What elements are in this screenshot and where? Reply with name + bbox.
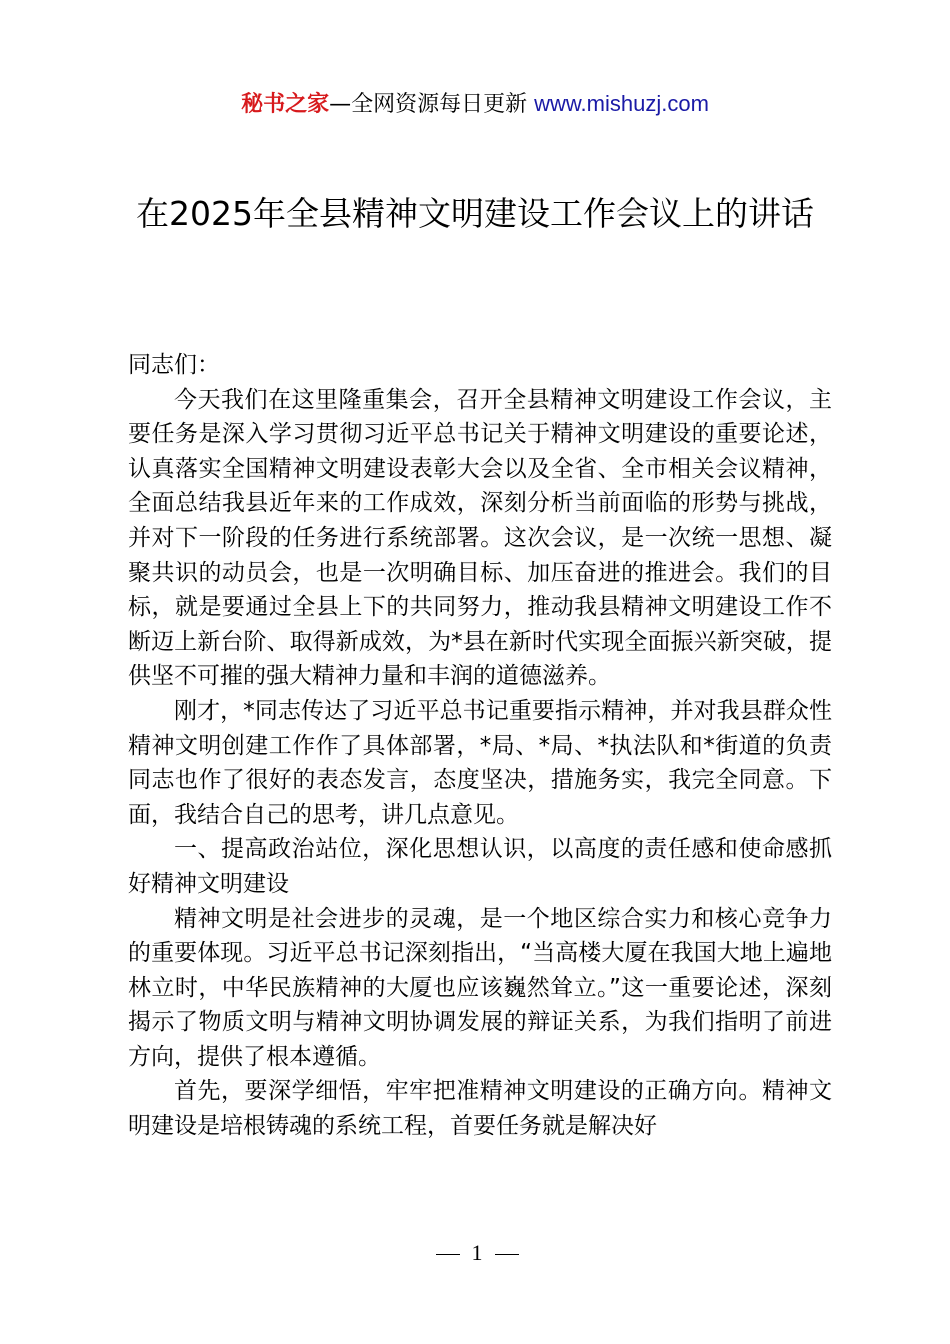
document-body xyxy=(128,348,832,1144)
site-tagline: —全网资源每日更新 xyxy=(329,92,535,117)
dash-right xyxy=(495,1254,519,1255)
paragraph: 今天我们在这里隆重集会，召开全县精神文明建设工作会议，主要任务是深入学习贯彻习近平总书记关于精神文明建设的重要论述，认真落实全国精神文明建设表彰大会以及全省、全市相关会议精神，全面总结我县近年来的工作成效，深刻分析当前面临的形势与挑战，并对下一阶段的任务进行系统部署。这次会议，是一次统一思想、凝聚共识的动员会，也是一次明确目标、加压奋进的推进会。我们的目标，就是要通过全县上下的共同努力，推动我县精神文明建设工作不断迈上新台阶、取得新成效，为*县在新时代实现全面振兴新突破，提供坚不可摧的强大精神力量和丰润的道德滋养。 xyxy=(128,386,832,690)
paragraph: 精神文明是社会进步的灵魂，是一个地区综合实力和核心竞争力的重要体现。习近平总书记深刻指出，“当高楼大厦在我国大地上遍地林立时，中华民族精神的大厦也应该巍然耸立。”这一重要论述，深刻揭示了物质文明与精神文明协调发展的辩证关系，为我们指明了前进方向，提供了根本遵循。 xyxy=(128,905,832,1070)
salutation: 同志们： xyxy=(128,352,220,378)
section-heading: 一、提高政治站位，深化思想认识，以高度的责任感和使命感抓好精神文明建设 xyxy=(128,836,832,897)
dash-left xyxy=(436,1254,460,1255)
site-url-link[interactable]: www.mishuzj.com xyxy=(534,91,709,116)
document-title: 在2025年全县精神文明建设工作会议上的讲话 xyxy=(136,194,814,233)
page-number: 1 xyxy=(471,1240,483,1265)
page-footer xyxy=(0,1238,950,1268)
site-header xyxy=(0,88,950,121)
brand-name: 秘书之家 xyxy=(241,92,330,117)
paragraph: 刚才，*同志传达了习近平总书记重要指示精神，并对我县群众性精神文明创建工作作了具体部署，*局、*局、*执法队和*街道的负责同志也作了很好的表态发言，态度坚决，措施务实，我完全同意。下面，我结合自己的思考，讲几点意见。 xyxy=(128,697,832,828)
paragraph: 首先，要深学细悟，牢牢把准精神文明建设的正确方向。精神文明建设是培根铸魂的系统工程，首要任务就是解决好 xyxy=(128,1078,832,1140)
